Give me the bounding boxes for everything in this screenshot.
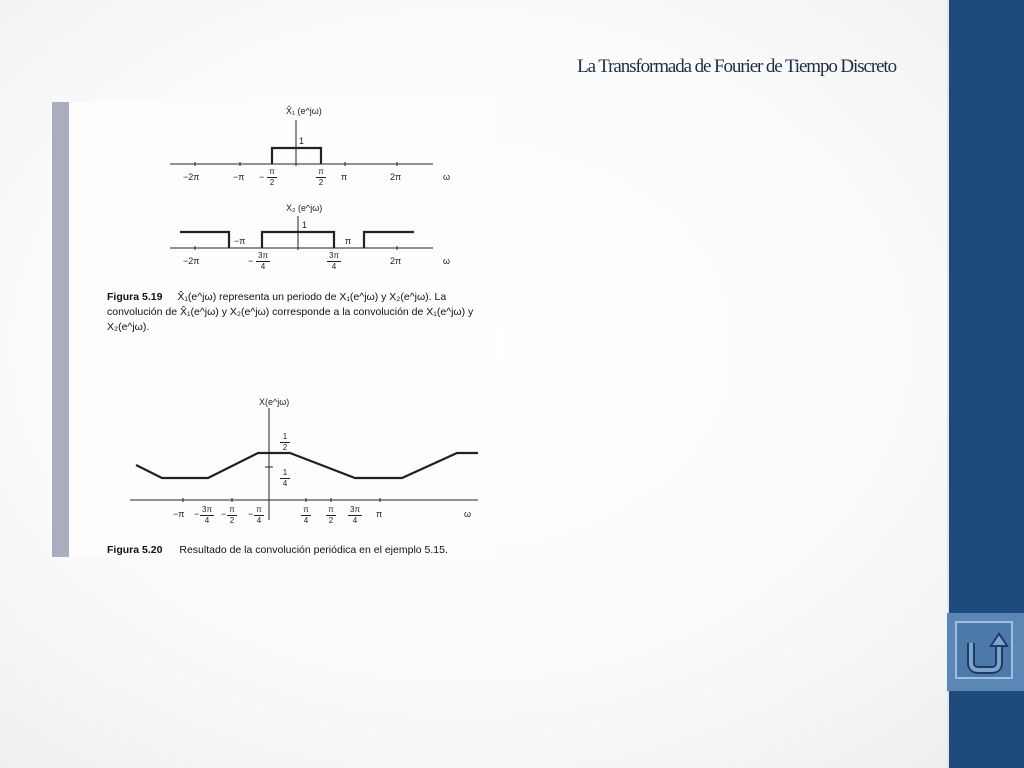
figure-519-caption bbox=[107, 290, 492, 335]
plot3-tick-pi4-num: π bbox=[303, 505, 309, 514]
plot3-tick-m3pi4 bbox=[200, 506, 214, 525]
plot2-tick-p3pi4-den: 4 bbox=[331, 262, 337, 271]
plot2-omega: ω bbox=[443, 256, 451, 266]
plot1-tick-pi2-den: 2 bbox=[318, 178, 324, 187]
plot3-level-quarter bbox=[280, 469, 290, 488]
plot2-tick-m3pi4-num: 3π bbox=[258, 251, 268, 260]
plot2-ylabel: X₂ (e^jω) bbox=[286, 203, 323, 213]
plot3-tick-mpi4 bbox=[254, 506, 264, 525]
plot3-tick-m3pi4-num: 3π bbox=[202, 505, 212, 514]
plot1-tick-m2pi: −2π bbox=[183, 172, 200, 182]
plot3-ylabel: X(e^jω) bbox=[259, 397, 290, 407]
plot3-tick-p3pi4 bbox=[348, 506, 362, 525]
plot2-segment-left bbox=[180, 232, 229, 248]
plot3-tick-pi2-den: 2 bbox=[328, 516, 334, 525]
plot3-level-quarter-den: 4 bbox=[282, 479, 288, 488]
plot2-mpi-mark: −π bbox=[234, 236, 246, 246]
plot3-level-half-num: 1 bbox=[282, 432, 288, 441]
figure-519-label: Figura 5.19 bbox=[107, 291, 163, 303]
plot1-tick-mpi: −π bbox=[233, 172, 245, 182]
plot2-segment-right bbox=[364, 232, 414, 248]
plot1-tick-mpi2-num: π bbox=[269, 167, 275, 176]
plot3-tick-pi4 bbox=[301, 506, 311, 525]
plot3-tick-mpi2-den: 2 bbox=[229, 516, 235, 525]
figure-519-line2: convolución de X̂₁(e^jω) y X₂(e^jω) corresponde a la convolución de X₁(e^jω) y bbox=[107, 306, 474, 318]
figure-519-line3: X₂(e^jω). bbox=[107, 321, 150, 333]
plot3-tick-m3pi4-den: 4 bbox=[204, 516, 210, 525]
plot1-ylabel: X̂₁ (e^jω) bbox=[286, 106, 322, 116]
plot1-tick-pi2 bbox=[316, 168, 326, 187]
plot3-tick-pi2 bbox=[326, 506, 336, 525]
plot1-level: 1 bbox=[299, 136, 305, 146]
plot1-tick-mpi2-den: 2 bbox=[269, 178, 275, 187]
plot1-tick-mpi2 bbox=[267, 168, 277, 187]
plot2-level: 1 bbox=[302, 220, 308, 230]
plot3-tick-pi: π bbox=[376, 509, 383, 519]
plot2-tick-m3pi4 bbox=[256, 252, 270, 271]
slide-title: La Transformada de Fourier de Tiempo Discreto bbox=[577, 56, 896, 77]
plot3-tick-mpi2-sign: − bbox=[221, 509, 227, 519]
plot2-tick-m3pi4-sign: − bbox=[248, 256, 254, 266]
plot3-tick-m3pi4-sign: − bbox=[194, 509, 200, 519]
plot1-tick-mpi2-sign: − bbox=[259, 172, 265, 182]
figure-519-line1: X̂₁(e^jω) representa un periodo de X₁(e^jω) y X₂(e^jω). La bbox=[177, 291, 447, 303]
plot3-tick-mpi2-num: π bbox=[229, 505, 235, 514]
plot3-level-half-den: 2 bbox=[282, 443, 288, 452]
plot3-level-half bbox=[280, 433, 290, 452]
plot1-tick-pi2-num: π bbox=[318, 167, 324, 176]
plot3-curve bbox=[136, 453, 478, 478]
plot3-tick-mpi2 bbox=[227, 506, 237, 525]
figure-520-text: Resultado de la convolución periódica en el ejemplo 5.15. bbox=[179, 544, 448, 556]
plot2-tick-m2pi: −2π bbox=[183, 256, 200, 266]
plot2-tick-p3pi4-num: 3π bbox=[329, 251, 339, 260]
plot2-tick-2pi: 2π bbox=[390, 256, 402, 266]
plot3-level-quarter-num: 1 bbox=[282, 468, 288, 477]
plot2-tick-p3pi4 bbox=[327, 252, 341, 271]
plot3-omega: ω bbox=[464, 509, 472, 519]
plot1-tick-2pi: 2π bbox=[390, 172, 402, 182]
plot3-tick-p3pi4-den: 4 bbox=[352, 516, 358, 525]
plot3-tick-p3pi4-num: 3π bbox=[350, 505, 360, 514]
plot2-pi-mark: π bbox=[345, 236, 352, 246]
plot3-tick-mpi4-num: π bbox=[256, 505, 262, 514]
figure-520-caption bbox=[107, 543, 497, 558]
plot3-tick-mpi: −π bbox=[173, 509, 185, 519]
plot1-tick-pi: π bbox=[341, 172, 348, 182]
plot3-tick-mpi4-den: 4 bbox=[256, 516, 262, 525]
plot3-tick-mpi4-sign: − bbox=[248, 509, 254, 519]
plot2-tick-m3pi4-den: 4 bbox=[260, 262, 266, 271]
figure-520-label: Figura 5.20 bbox=[107, 544, 163, 556]
plot3 bbox=[130, 408, 478, 520]
plot3-tick-pi2-num: π bbox=[328, 505, 334, 514]
plot1-omega: ω bbox=[443, 172, 451, 182]
plot3-tick-pi4-den: 4 bbox=[303, 516, 309, 525]
